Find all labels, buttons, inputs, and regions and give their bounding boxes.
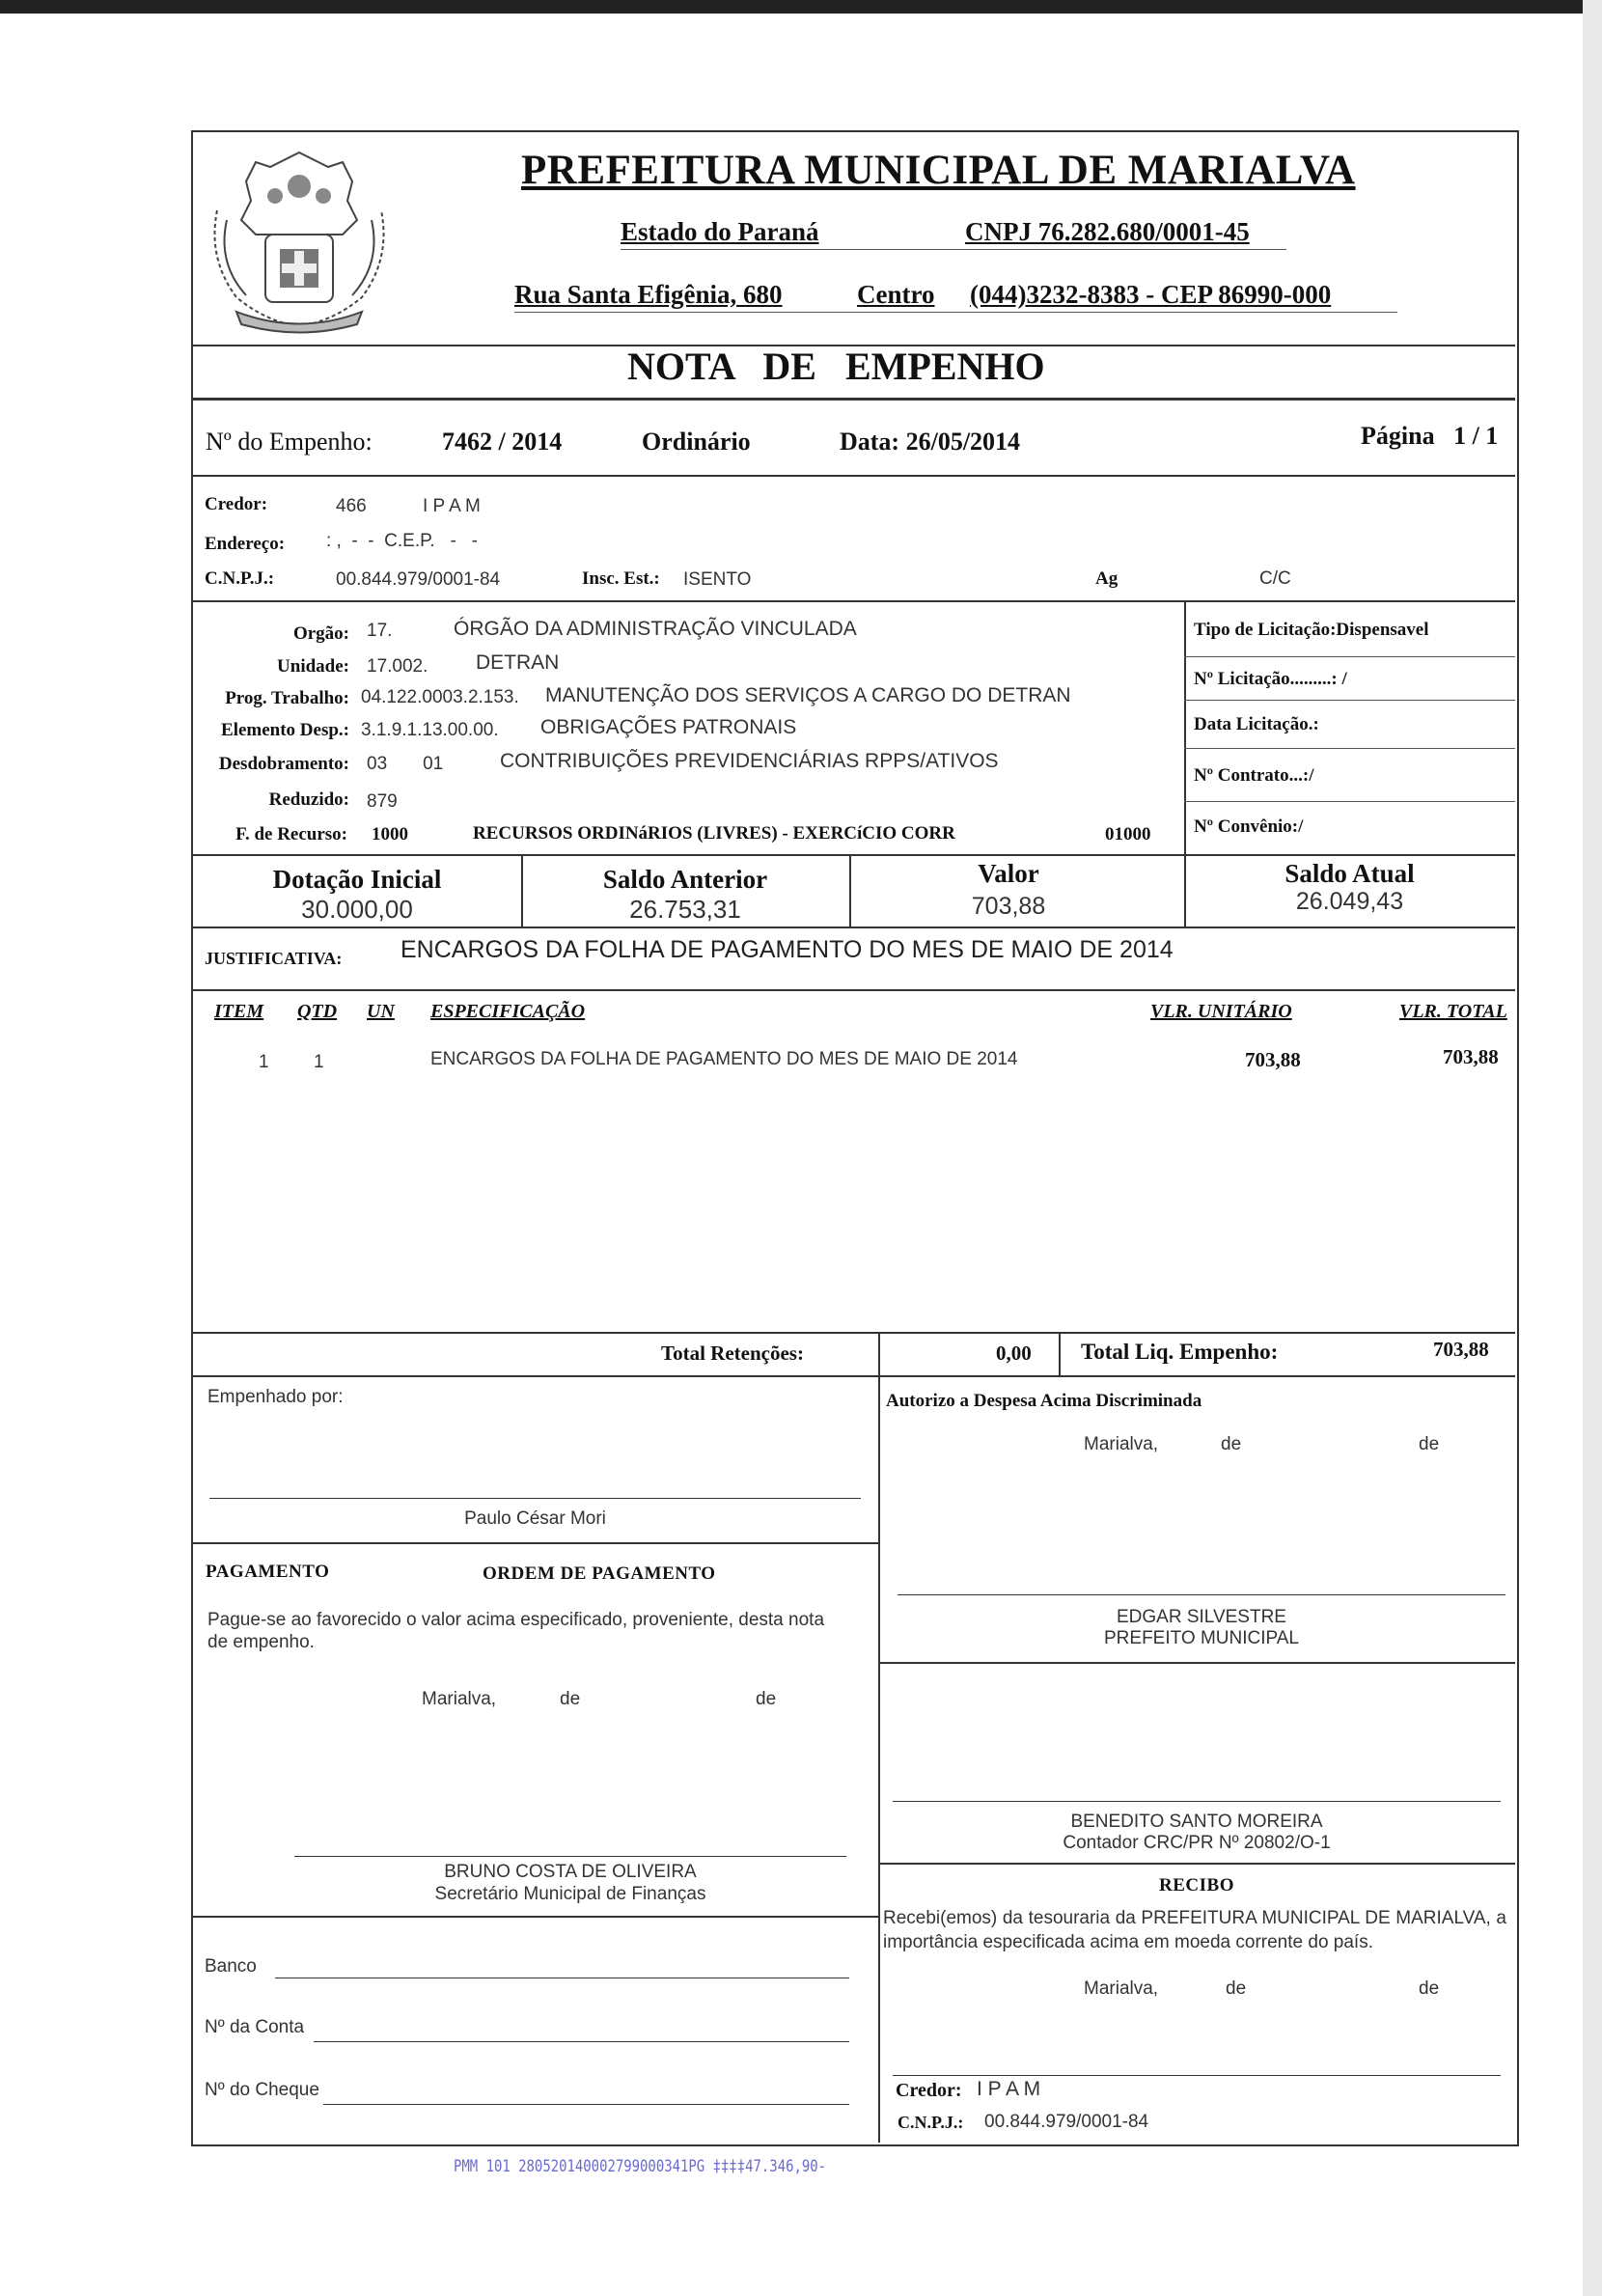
dotacao-inicial-value: 30.000,00 xyxy=(301,895,413,924)
orgao-value: 17. xyxy=(367,621,393,641)
cnpj-label: C.N.P.J.: xyxy=(205,568,275,589)
pagamento-place: Marialva, xyxy=(422,1689,497,1709)
credor-label: Credor: xyxy=(205,494,268,514)
autorizo-place: Marialva, xyxy=(1084,1434,1159,1454)
row-especificacao: ENCARGOS DA FOLHA DE PAGAMENTO DO MES DE MAIO DE 2014 xyxy=(430,1049,1018,1069)
header-cnpj: CNPJ 76.282.680/0001-45 xyxy=(965,217,1250,246)
orgao-label: Orgão: xyxy=(292,623,349,644)
scan-right-edge xyxy=(1583,0,1602,2296)
elemento-desp-label: Elemento Desp.: xyxy=(221,720,349,740)
numero-licitacao: Nº Licitação.........: / xyxy=(1194,669,1347,689)
recibo-credor-value: I P A M xyxy=(977,2078,1041,2100)
prog-trabalho-desc: MANUTENÇÃO DOS SERVIÇOS A CARGO DO DETRAN xyxy=(545,684,1071,706)
conta-corrente-label: C/C xyxy=(1259,568,1291,589)
unidade-label: Unidade: xyxy=(277,656,349,677)
saldo-atual-value: 26.049,43 xyxy=(1295,888,1404,915)
total-liq-label: Total Liq. Empenho: xyxy=(1081,1340,1279,1364)
saldo-anterior-label: Saldo Anterior xyxy=(602,865,768,894)
col-header-vlr-total: VLR. TOTAL xyxy=(1399,1001,1507,1022)
saldo-atual-label: Saldo Atual xyxy=(1284,859,1415,888)
orgao-desc: ÓRGÃO DA ADMINISTRAÇÃO VINCULADA xyxy=(454,618,857,640)
secretario-title: Secretário Municipal de Finanças xyxy=(434,1884,706,1904)
header-phone-cep: (044)3232-8383 - CEP 86990-000 xyxy=(970,280,1332,309)
empenhado-signer: Paulo César Mori xyxy=(464,1508,606,1529)
row-qtd: 1 xyxy=(314,1052,324,1072)
desdobramento-value: 03 01 xyxy=(367,754,444,774)
tipo-licitacao: Tipo de Licitação:Dispensavel xyxy=(1194,620,1429,640)
header-state: Estado do Paraná xyxy=(621,217,819,246)
fonte-recurso-value: 1000 xyxy=(372,824,408,844)
reduzido-value: 879 xyxy=(367,791,398,812)
total-liq-value: 703,88 xyxy=(1433,1338,1489,1361)
row-item: 1 xyxy=(259,1052,269,1072)
total-retencoes-label: Total Retenções: xyxy=(661,1342,804,1365)
contador-name: BENEDITO SANTO MOREIRA xyxy=(1070,1812,1323,1832)
autorizo-label: Autorizo a Despesa Acima Discriminada xyxy=(886,1391,1202,1411)
endereco-value: : , - - C.E.P. - - xyxy=(326,531,478,551)
reduzido-label: Reduzido: xyxy=(268,789,349,810)
header-address: Rua Santa Efigênia, 680 xyxy=(514,280,783,309)
numero-convenio: Nº Convênio:/ xyxy=(1194,816,1304,837)
endereco-label: Endereço: xyxy=(205,534,286,554)
valor-label: Valor xyxy=(978,859,1039,888)
banco-label: Banco xyxy=(205,1956,257,1977)
fonte-recurso-code: 01000 xyxy=(1105,824,1151,844)
justificativa-text: ENCARGOS DA FOLHA DE PAGAMENTO DO MES DE MAIO DE 2014 xyxy=(400,936,1174,963)
saldo-anterior-value: 26.753,31 xyxy=(629,895,741,924)
recibo-title: RECIBO xyxy=(1159,1875,1234,1895)
page-indicator: Página 1 / 1 xyxy=(1361,422,1499,450)
cnpj-value: 00.844.979/0001-84 xyxy=(336,569,501,590)
numero-cheque-label: Nº do Cheque xyxy=(205,2080,319,2100)
autorizo-de-2: de xyxy=(1419,1434,1440,1454)
col-header-item: ITEM xyxy=(214,1001,264,1022)
coat-of-arms-logo xyxy=(198,143,400,336)
recibo-cnpj-value: 00.844.979/0001-84 xyxy=(984,2112,1149,2132)
fonte-recurso-label: F. de Recurso: xyxy=(235,824,347,844)
prog-trabalho-label: Prog. Trabalho: xyxy=(225,688,349,708)
unidade-value: 17.002. xyxy=(367,656,428,677)
recibo-place: Marialva, xyxy=(1084,1978,1159,1999)
empenho-number: 7462 / 2014 xyxy=(442,428,563,456)
numero-conta-label: Nº da Conta xyxy=(205,2017,305,2037)
secretario-name: BRUNO COSTA DE OLIVEIRA xyxy=(444,1862,697,1882)
autorizo-de-1: de xyxy=(1221,1434,1242,1454)
document-title: NOTA DE EMPENHO xyxy=(627,345,1045,388)
empenho-type: Ordinário xyxy=(642,428,751,456)
col-header-especificacao: ESPECIFICAÇÃO xyxy=(430,1001,586,1022)
pagamento-de-1: de xyxy=(560,1689,581,1709)
valor-value: 703,88 xyxy=(971,893,1046,920)
row-vlr-total: 703,88 xyxy=(1443,1045,1499,1068)
prefeito-title: PREFEITO MUNICIPAL xyxy=(1104,1628,1299,1648)
empenho-number-label: Nº do Empenho: xyxy=(206,428,373,456)
elemento-desp-desc: OBRIGAÇÕES PATRONAIS xyxy=(540,716,797,738)
unidade-desc: DETRAN xyxy=(476,651,560,674)
contador-title: Contador CRC/PR Nº 20802/O-1 xyxy=(1063,1833,1331,1853)
numero-contrato: Nº Contrato...:/ xyxy=(1194,765,1314,786)
scan-top-edge xyxy=(0,0,1602,14)
desdobramento-desc: CONTRIBUIÇÕES PREVIDENCIÁRIAS RPPS/ATIVOS xyxy=(500,750,999,772)
recibo-cnpj-label: C.N.P.J.: xyxy=(898,2113,964,2132)
header-title: PREFEITURA MUNICIPAL DE MARIALVA xyxy=(521,148,1356,193)
insc-est-value: ISENTO xyxy=(683,569,752,590)
recibo-credor-label: Credor: xyxy=(896,2080,962,2101)
col-header-un: UN xyxy=(367,1001,395,1022)
recibo-text: Recebi(emos) da tesouraria da PREFEITURA MUNICIPAL DE MARIALVA, a importância especificada acima em moeda corrente do país. xyxy=(883,1908,1506,1952)
agencia-label: Ag xyxy=(1095,568,1119,589)
prefeito-name: EDGAR SILVESTRE xyxy=(1117,1607,1286,1627)
footer-print-code: PMM 101 280520140002799000341PG ‡‡‡‡47.346,90- xyxy=(454,2157,827,2176)
credor-code: 466 xyxy=(336,496,367,516)
ordem-pagamento-title: ORDEM DE PAGAMENTO xyxy=(483,1563,716,1584)
pagamento-text: Pague-se ao favorecido o valor acima especificado, proveniente, desta nota de empenho. xyxy=(207,1610,825,1652)
credor-name: I P A M xyxy=(423,496,481,516)
recibo-de-2: de xyxy=(1419,1978,1440,1999)
row-vlr-unitario: 703,88 xyxy=(1245,1048,1301,1071)
fonte-recurso-desc: RECURSOS ORDINáRIOS (LIVRES) - EXERCíCIO CORR xyxy=(473,823,955,844)
prog-trabalho-value: 04.122.0003.2.153. xyxy=(361,687,519,707)
col-header-vlr-unitario: VLR. UNITÁRIO xyxy=(1150,1001,1292,1022)
dotacao-inicial-label: Dotação Inicial xyxy=(272,865,442,894)
justificativa-label: JUSTIFICATIVA: xyxy=(205,949,343,968)
empenho-date: Data: 26/05/2014 xyxy=(840,428,1021,456)
recibo-de-1: de xyxy=(1226,1978,1247,1999)
header-district: Centro xyxy=(857,280,935,309)
pagamento-de-2: de xyxy=(756,1689,777,1709)
insc-est-label: Insc. Est.: xyxy=(582,568,660,589)
desdobramento-label: Desdobramento: xyxy=(218,754,349,774)
total-retencoes-value: 0,00 xyxy=(996,1342,1032,1365)
empenhado-por-label: Empenhado por: xyxy=(207,1387,344,1407)
data-licitacao: Data Licitação.: xyxy=(1194,714,1319,734)
elemento-desp-value: 3.1.9.1.13.00.00. xyxy=(361,720,499,740)
pagamento-label: PAGAMENTO xyxy=(206,1562,330,1582)
col-header-qtd: QTD xyxy=(297,1001,338,1022)
